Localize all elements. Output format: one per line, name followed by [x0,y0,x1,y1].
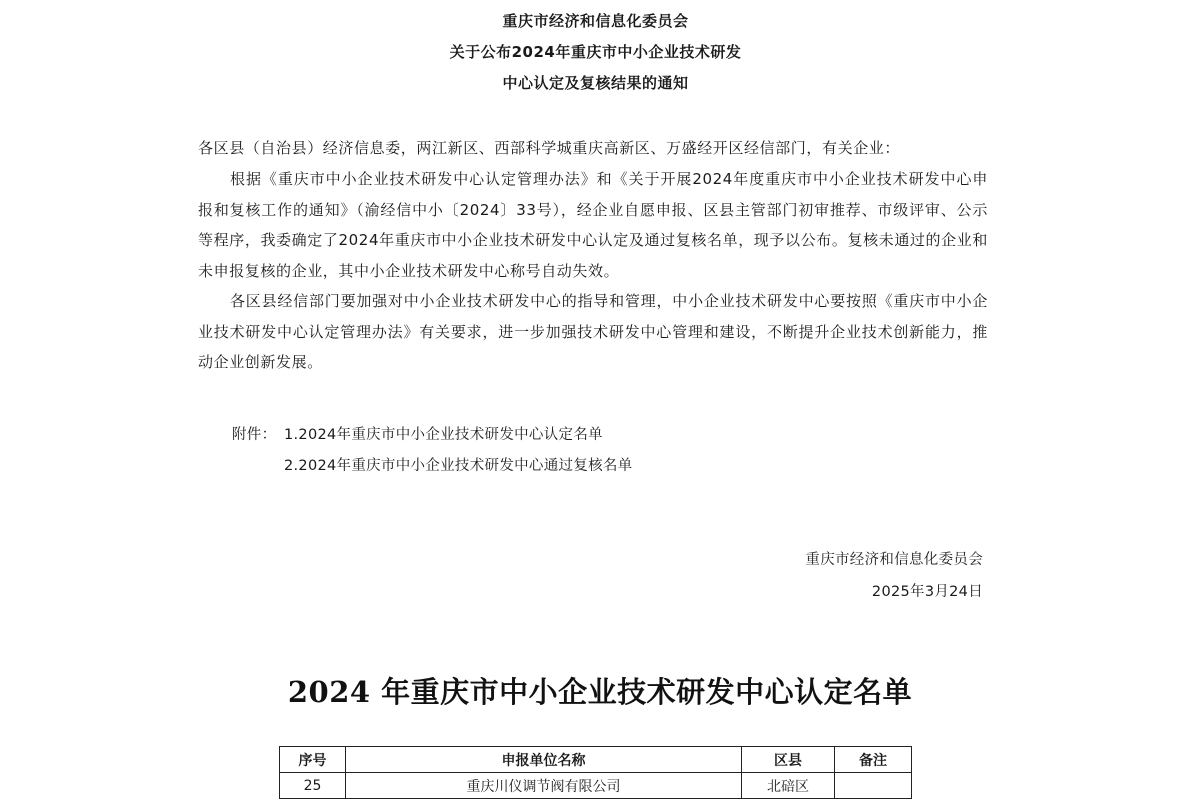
attachment-item-2: 2.2024年重庆市中小企业技术研发中心通过复核名单 [284,458,633,474]
signature-date: 2025年3月24日 [871,584,983,600]
list-title: 2024 年重庆市中小企业技术研发中心认定名单 [287,675,913,709]
column-header-no: 序号 [280,747,346,773]
attachment-item-1: 1.2024年重庆市中小企业技术研发中心认定名单 [284,427,603,443]
row-number: 25 [280,773,346,799]
notice-title-line-1: 关于公布2024年重庆市中小企业技术研发 [449,43,742,61]
row-company-name: 重庆川仪调节阀有限公司 [346,773,742,799]
column-header-district: 区县 [742,747,835,773]
column-header-company: 申报单位名称 [346,747,742,773]
row-note [835,773,912,799]
table-header-row [280,747,912,773]
column-header-note: 备注 [835,747,912,773]
recognition-table [279,746,912,799]
paragraph-1: 根据《重庆市中小企业技术研发中心认定管理办法》和《关于开展2024年度重庆市中小企业技术研发中心申报和复核工作的通知》（渝经信中小〔2024〕33号），经企业自愿申报、区县主管部门初审推荐、市级评审、公示等程序，我委确定了2024年重庆市中小企业技术研发中心认定及通过复核名单，现予以公布。复核未通过的企业和未申报复核的企业，其中小企业技术研发中心称号自动失效。 [198,170,988,280]
paragraph-2: 各区县经信部门要加强对中小企业技术研发中心的指导和管理，中小企业技术研发中心要按照《重庆市中小企业技术研发中心认定管理办法》有关要求，进一步加强技术研发中心管理和建设，不断提升企业技术创新能力，推动企业创新发展。 [198,292,988,371]
signature-org: 重庆市经济和信息化委员会 [805,552,983,568]
salutation: 各区县（自治县）经济信息委，两江新区、西部科学城重庆高新区、万盛经开区经信部门，有关企业： [198,139,901,157]
row-district: 北碚区 [742,773,835,799]
issuer-heading: 重庆市经济和信息化委员会 [502,12,689,30]
notice-title-line-2: 中心认定及复核结果的通知 [502,74,689,92]
attachment-label: 附件： [232,427,277,443]
table-row [280,773,912,799]
